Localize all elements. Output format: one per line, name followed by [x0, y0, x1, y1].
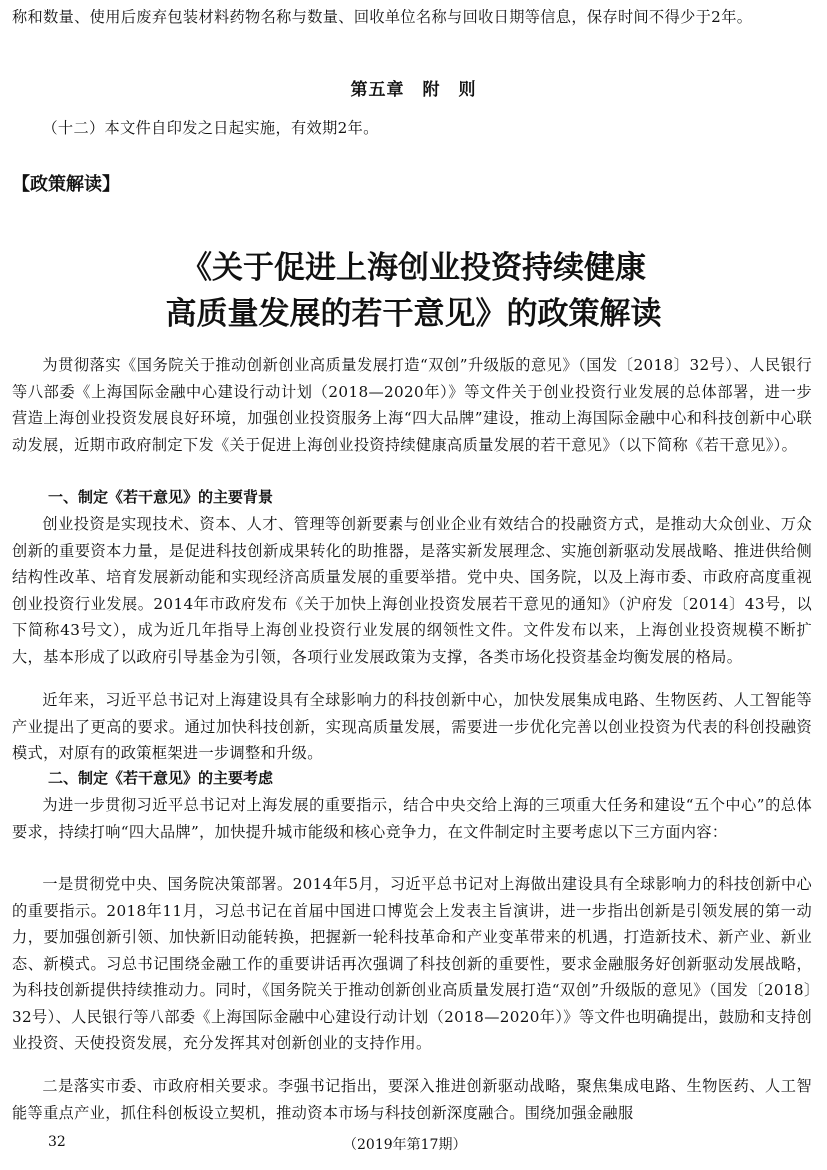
section-heading-considerations: 二、制定《若干意见》的主要考虑 — [48, 769, 274, 787]
background-paragraph-1: 创业投资是实现技术、资本、人才、管理等创新要素与创业企业有效结合的投融资方式，是推动大众创业、万众创新的重要资本力量，是促进科技创新成果转化的助推器，是落实新发展理念、实施创新驱动发展战略、推进供给侧结构性改革、培育发展新动能和实现经济高质量发展的重要举措。党中央、国务院，以及上海市委、市政府高度重视创业投资行业发展。2014年市政府发布《关于加快上海创业投资发展若干意见的通知》（沪府发〔2014〕43号，以下简称43号文），成为近几年指导上海创业投资行业发展的纲领性文件。文件发布以来，上海创业投资规模不断扩大，基本形成了以政府引导基金为引领，各项行业发展政策为支撑，各类市场化投资基金均衡发展的格局。 — [12, 515, 812, 666]
article-title-line-2: 高质量发展的若干意见》的政策解读 — [165, 296, 662, 332]
page-number: 32 — [48, 1134, 66, 1150]
intro-paragraph: 为贯彻落实《国务院关于推动创新创业高质量发展打造“双创”升级版的意见》（国发〔2018〕32号）、人民银行等八部委《上海国际金融中心建设行动计划（2018—2020年）》等文件关于创业投资行业发展的总体部署，进一步营造上海创业投资发展良好环境，加强创业投资服务上海“四大品牌”建设，推动上海国际金融中心和科技创新中心联动发展，近期市政府制定下发《关于促进上海创业投资持续健康高质量发展的若干意见》（以下简称《若干意见》）。 — [12, 356, 812, 454]
chapter-heading: 第五章 附 则 — [350, 80, 477, 100]
article-title-line-1: 《关于促进上海创业投资持续健康 — [181, 250, 646, 286]
considerations-paragraph-3: 二是落实市委、市政府相关要求。李强书记指出，要深入推进创新驱动战略，聚焦集成电路、生物医药、人工智能等重点产业，抓住科创板设立契机，推动资本市场与科技创新深度融合。围绕加强金融服 — [12, 1077, 812, 1122]
section-heading-background: 一、制定《若干意见》的主要背景 — [48, 488, 274, 506]
issue-label: （2019年第17期） — [343, 1137, 467, 1153]
considerations-paragraph-1: 为进一步贯彻习近平总书记对上海发展的重要指示，结合中央交给上海的三项重大任务和建设“五个中心”的总体要求，持续打响“四大品牌”，加快提升城市能级和核心竞争力，在文件制定时主要考虑以下三方面内容： — [12, 796, 812, 841]
paragraph-effective-date: （十二）本文件自印发之日起实施，有效期2年。 — [42, 119, 379, 137]
considerations-paragraph-2: 一是贯彻党中央、国务院决策部署。2014年5月，习近平总书记对上海做出建设具有全球影响力的科技创新中心的重要指示。2018年11月，习总书记在首届中国进口博览会上发表主旨演讲，进一步指出创新是引领发展的第一动力，要加强创新引领、加快新旧动能转换，把握新一轮科技革命和产业变革带来的机遇，打造新技术、新产业、新业态、新模式。习总书记围绕金融工作的重要讲话再次强调了科技创新的重要性，要求金融服务好创新驱动发展战略，为科技创新提供持续推动力。同时，《国务院关于推动创新创业高质量发展打造“双创”升级版的意见》（国发〔2018〕32号）、人民银行等八部委《上海国际金融中心建设行动计划（2018—2020年）》等文件也明确提出，鼓励和支持创业投资、天使投资发展，充分发挥其对创新创业的支持作用。 — [12, 875, 812, 1052]
section-tag: 【政策解读】 — [12, 174, 120, 195]
background-paragraph-2: 近年来，习近平总书记对上海建设具有全球影响力的科技创新中心，加快发展集成电路、生物医药、人工智能等产业提出了更高的要求。通过加快科技创新，实现高质量发展，需要进一步优化完善以创业投资为代表的科创投融资模式，对原有的政策框架进一步调整和升级。 — [12, 691, 812, 762]
paragraph-continuation: 称和数量、使用后废弃包装材料药物名称与数量、回收单位名称与回收日期等信息，保存时间不得少于2年。 — [12, 8, 753, 26]
